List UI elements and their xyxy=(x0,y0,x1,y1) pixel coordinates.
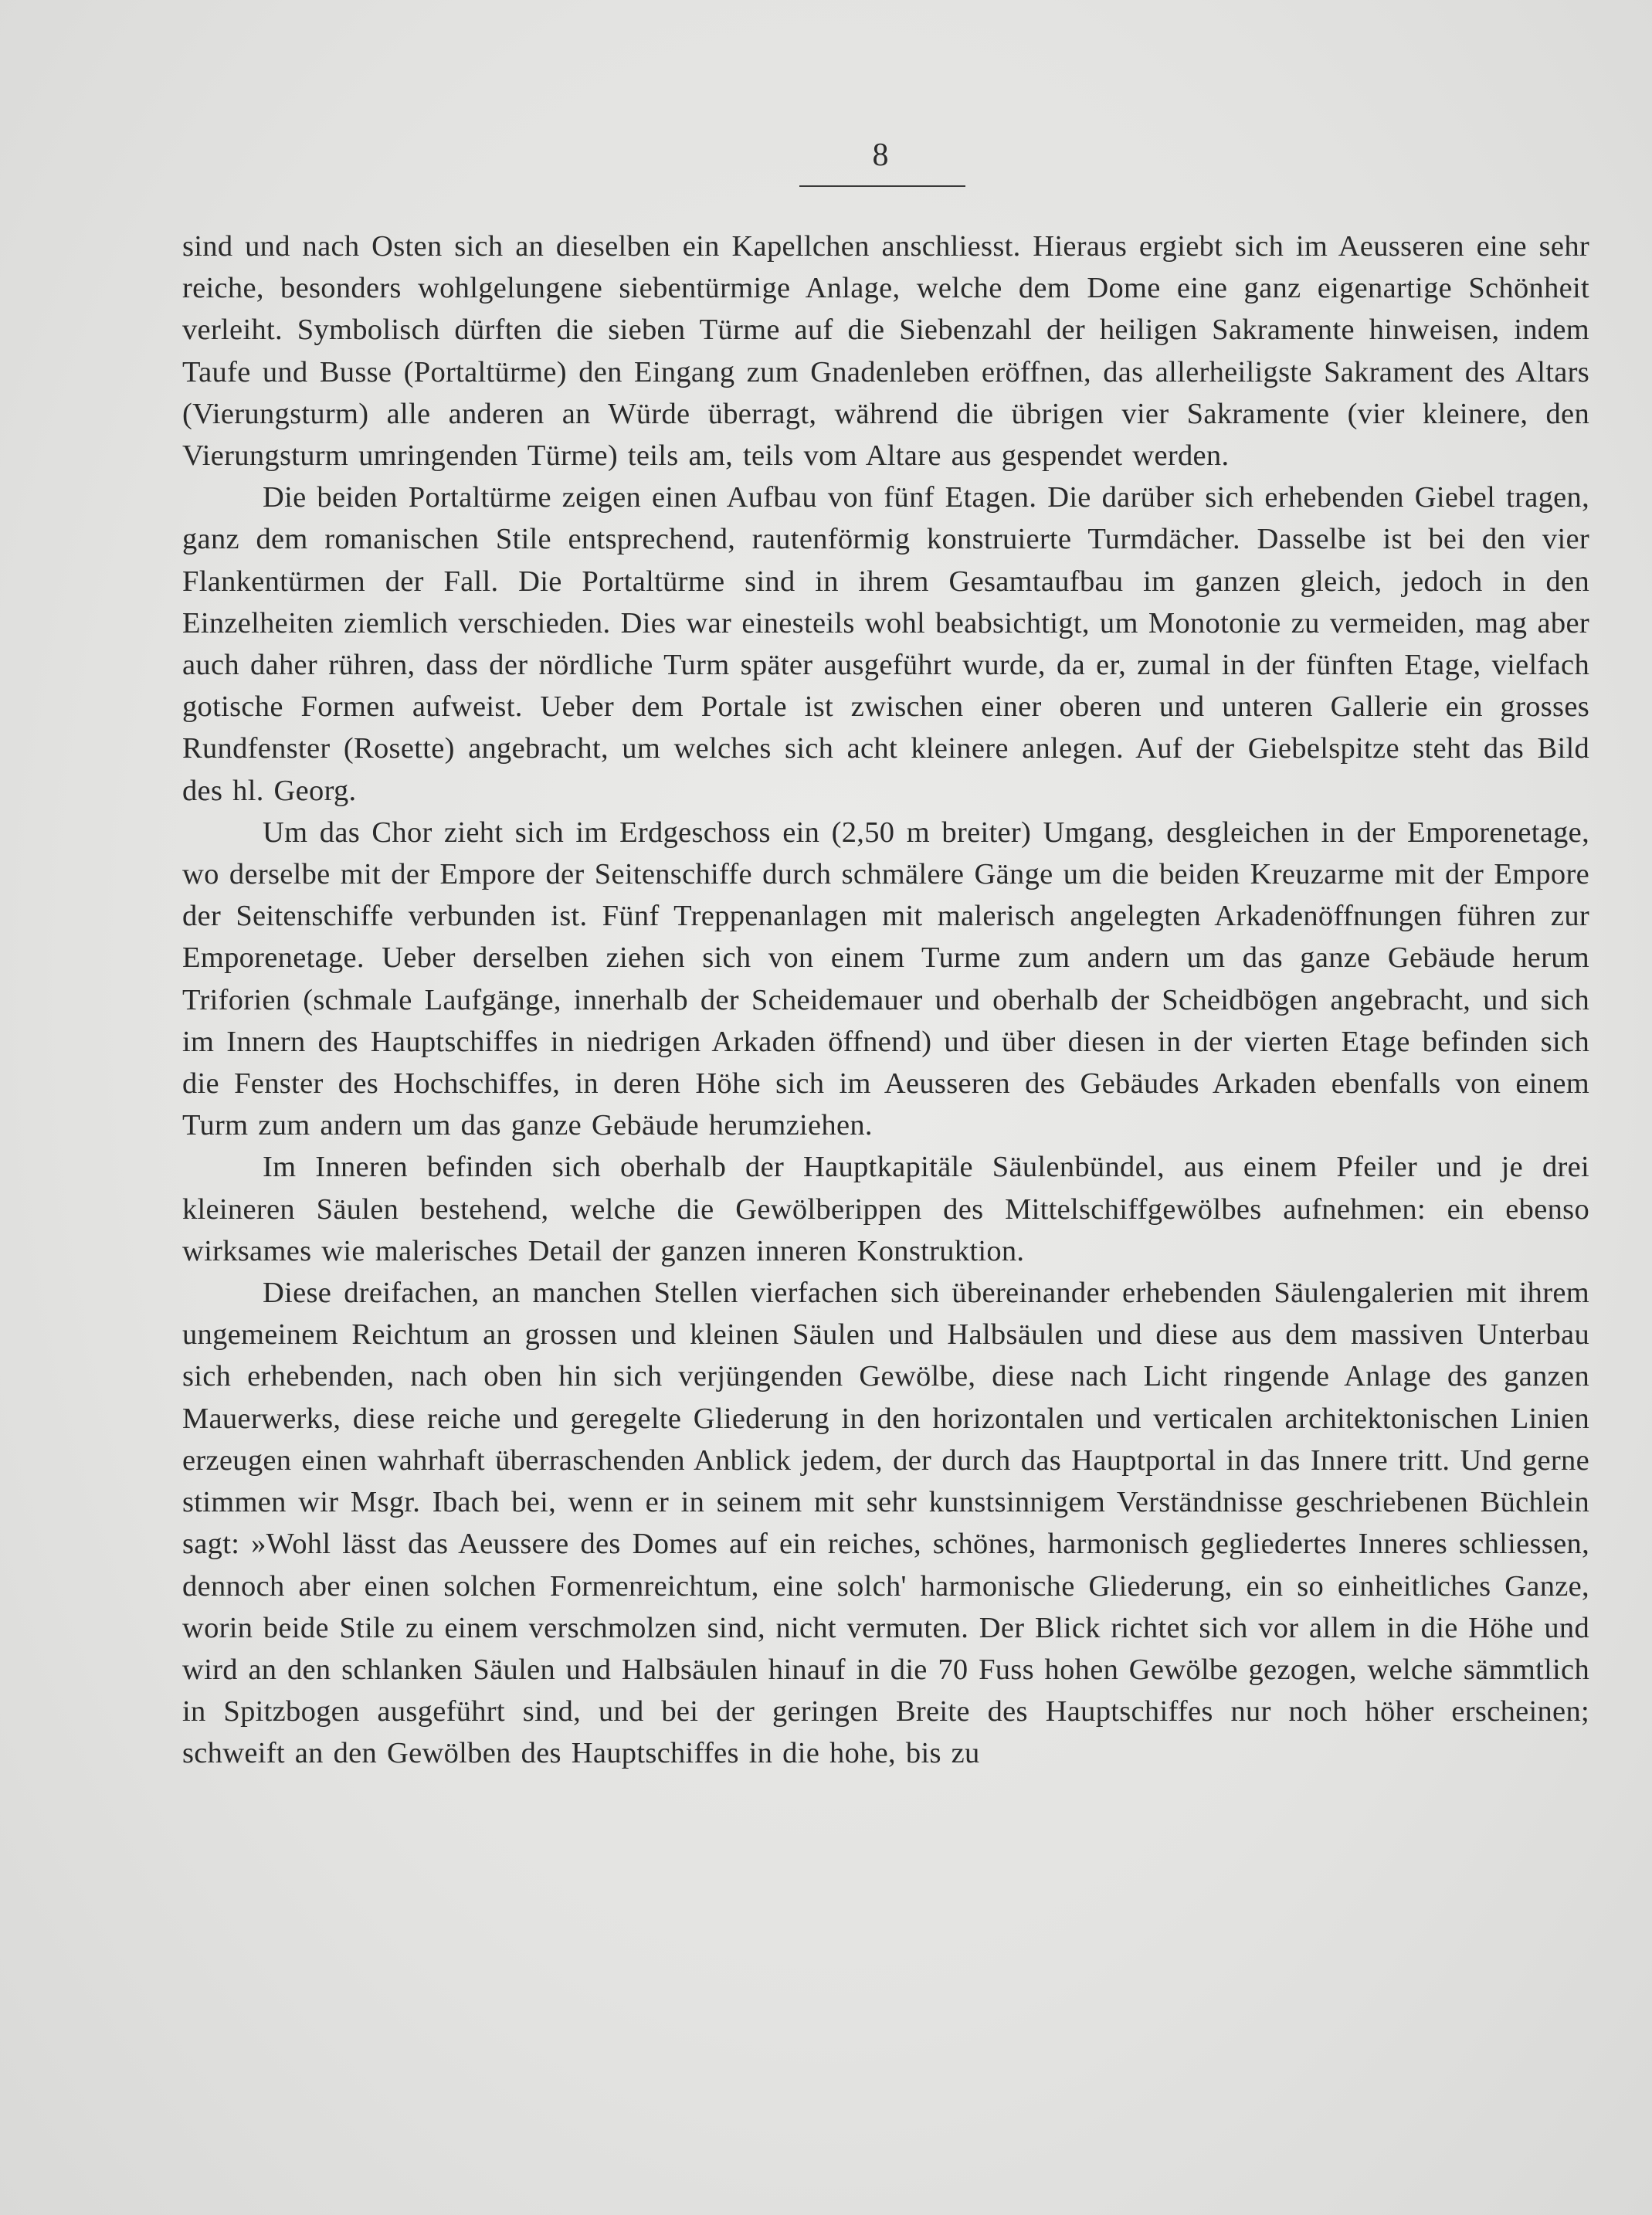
paragraph: sind und nach Osten sich an dieselben ein Kapellchen anschliesst. Hieraus ergiebt sich im Aeusseren eine sehr reiche, besonders wohlgelungene siebentürmige Anlage, welche dem Dome eine ganz eigenartige Schönheit verleiht. Symbolisch dürften die sieben Türme auf die Siebenzahl der heiligen Sakramente hinweisen, indem Taufe und Busse (Portaltürme) den Eingang zum Gnadenleben eröffnen, das allerheiligste Sakrament des Altars (Vierungsturm) alle anderen an Würde überragt, während die übrigen vier Sakramente (vier kleinere, den Vierungsturm umringenden Türme) teils am, teils vom Altare aus gespendet werden. xyxy=(182,230,1589,473)
paragraph: Die beiden Portaltürme zeigen einen Aufbau von fünf Etagen. Die darüber sich erhebenden Giebel tragen, ganz dem romanischen Stile entsprechend, rautenförmig konstruierte Turmdächer. Dasselbe ist bei den vier Flankentürmen der Fall. Die Portaltürme sind in ihrem Gesamtaufbau im ganzen gleich, jedoch in den Einzelheiten ziemlich verschieden. Dies war einesteils wohl beabsichtigt, um Monotonie zu vermeiden, mag aber auch daher rühren, dass der nördliche Turm später ausgeführt wurde, da er, zumal in der fünften Etage, vielfach gotische Formen aufweist. Ueber dem Portale ist zwischen einer oberen und unteren Gallerie ein grosses Rundfenster (Rosette) angebracht, um welches sich acht kleinere anlegen. Auf der Giebelspitze steht das Bild des hl. Georg. xyxy=(182,481,1589,807)
paragraph: Um das Chor zieht sich im Erdgeschoss ein (2,50 m breiter) Umgang, desgleichen in der Emporenetage, wo derselbe mit der Empore der Seitenschiffe durch schmälere Gänge um die beiden Kreuzarme mit der Empore der Seitenschiffe verbunden ist. Fünf Treppenanlagen mit malerisch angelegten Arkadenöffnungen führen zur Emporenetage. Ueber derselben ziehen sich von einem Turme zum andern um das ganze Gebäude herum Triforien (schmale Laufgänge, innerhalb der Scheidemauer und oberhalb der Scheidbögen angebracht, und sich im Innern des Hauptschiffes in niedrigen Arkaden öffnend) und über diesen in der vierten Etage befinden sich die Fenster des Hochschiffes, in deren Höhe sich im Aeusseren des Gebäudes Arkaden ebenfalls von einem Turm zum andern um das ganze Gebäude herumziehen. xyxy=(182,816,1589,1142)
page-number: 8 xyxy=(872,137,889,173)
paragraph: Diese dreifachen, an manchen Stellen vierfachen sich übereinander erhebenden Säulengalerien mit ihrem ungemeinem Reichtum an grossen und kleinen Säulen und Halbsäulen und diese aus dem massiven Unterbau sich erhebenden, nach oben hin sich verjüngenden Gewölbe, diese nach Licht ringende Anlage des ganzen Mauerwerks, diese reiche und geregelte Gliederung in den horizontalen und verticalen architektonischen Linien erzeugen einen wahrhaft überraschenden Anblick jedem, der durch das Hauptportal in das Innere tritt. Und gerne stimmen wir Msgr. Ibach bei, wenn er in seinem mit sehr kunstsinnigem Verständnisse geschriebenen Büchlein sagt: »Wohl lässt das Aeussere des Domes auf ein reiches, schönes, harmonisch gegliedertes Inneres schliessen, dennoch aber einen solchen Formenreichtum, eine solch' harmonische Gliederung, ein so einheitliches Ganze, worin beide Stile zu einem verschmolzen sind, nicht vermuten. Der Blick richtet sich vor allem in die Höhe und wird an den schlanken Säulen und Halbsäulen hinauf in die 70 Fuss hohen Gewölbe gezogen, welche sämmtlich in Spitzbogen ausgeführt sind, und bei der geringen Breite des Hauptschiffes nur noch höher erscheinen; schweift an den Gewölben des Hauptschiffes in die hohe, bis zu xyxy=(182,1277,1589,1770)
page-number-rule xyxy=(799,185,965,187)
body-text xyxy=(182,226,1589,1775)
paragraph: Im Inneren befinden sich oberhalb der Hauptkapitäle Säulenbündel, aus einem Pfeiler und je drei kleineren Säulen bestehend, welche die Gewölberippen des Mittelschiffgewölbes aufnehmen: ein ebenso wirksames wie malerisches Detail der ganzen inneren Konstruktion. xyxy=(182,1151,1589,1267)
